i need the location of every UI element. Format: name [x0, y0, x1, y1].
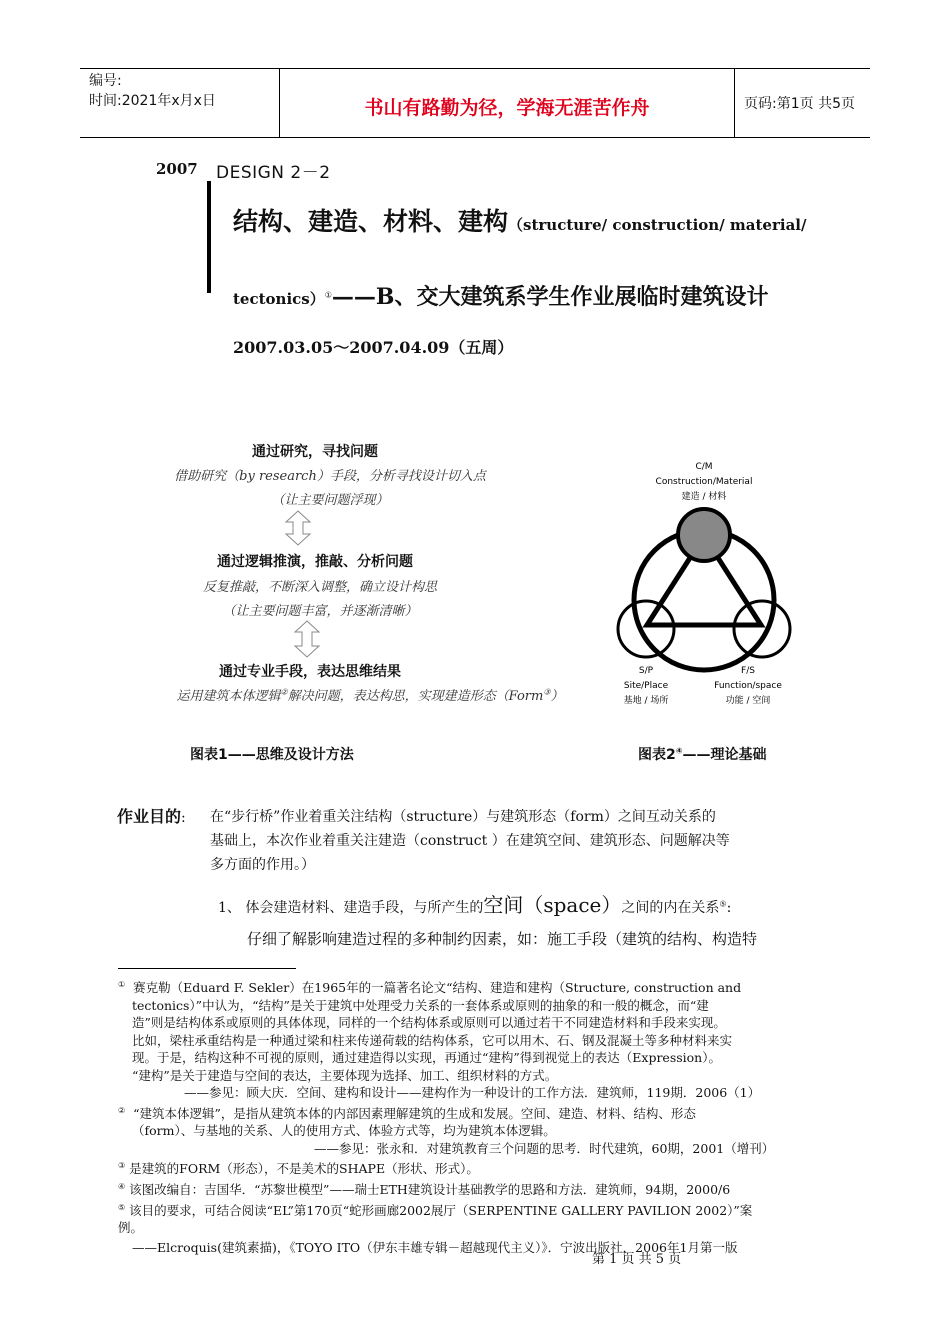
footnotes [118, 976, 833, 1256]
page-footer: 第 1 页 共 5 页 [592, 1252, 682, 1267]
fn1-line3: 造”则是结构体系或原则的具体体现，同样的一个结构体系或原则可以通过若干不同建造材料和手段来实现。 [132, 1015, 726, 1031]
diagram-node-top [678, 509, 730, 561]
motto: 书山有路勤为径，学海无涯苦作舟 [364, 97, 650, 119]
fn3-mark: ③ [118, 1161, 126, 1171]
diagram-left-en: Site/Place [623, 681, 669, 691]
fn2-line1: “建筑本体逻辑”，是指从建筑本体的内部因素理解建筑的生成和发展。空间、建造、材料、结构、形态 [133, 1105, 696, 1121]
title-main-en: （structure/ construction/ material/ [508, 216, 807, 234]
fn5-line2: 例。 [118, 1220, 144, 1236]
footnote-2 [118, 1102, 833, 1123]
step1-line2: （让主要问题浮现） [271, 493, 389, 508]
footnote-5 [118, 1199, 833, 1220]
step1-line1: 借助研究（by research）手段，分析寻找设计切入点 [174, 469, 486, 484]
purpose-paragraph [210, 805, 730, 877]
step3-line1 [150, 685, 590, 704]
step3-sup1: ② [280, 687, 288, 697]
item1-text-a: 1、 体会建造材料、建造手段，与所产生的 [218, 900, 484, 916]
fn3-text: 是建筑的FORM（形态），不是美术的SHAPE（形状、形式）。 [129, 1161, 479, 1177]
title-line2-rest: ——B、交大建筑系学生作业展临时建筑设计 [331, 284, 769, 310]
fn1-mark: ① [118, 980, 126, 989]
fn5-line1: 该目的要求，可结合阅读“EL”第170页“蛇形画廊2002展厅（SERPENTINE GALLERY PAVILION 2002）”案 [129, 1202, 753, 1218]
double-arrow-1-icon [283, 510, 313, 546]
fn5-ref: ——Elcroquis(建筑素描)，《TOYO ITO（伊东丰雄专辑－超越现代主义）》．宁波出版社，2006年1月第一版 [132, 1239, 738, 1255]
title-line2 [233, 280, 769, 311]
header-left-cell [80, 69, 280, 137]
item1-space: 空间（space） [483, 893, 622, 917]
fn1-line6: “建构”是关于建造与空间的表达，主要体现为选择、加工、组织材料的方式。 [132, 1067, 558, 1083]
purpose-line3: 多方面的作用。） [210, 857, 315, 873]
purpose-label: 作业目的 [117, 807, 182, 826]
step2-title: 通过逻辑推演，推敲、分析问题 [217, 554, 413, 570]
number-label: 编号: [89, 73, 122, 89]
step3-text-a: 运用建筑本体逻辑 [176, 689, 281, 704]
item1-continuation: 仔细了解影响建造过程的多种制约因素，如：施工手段（建筑的结构、构造特 [247, 930, 758, 948]
title-design: DESIGN 2－2 [216, 163, 331, 183]
item1-text-c: : [726, 900, 732, 916]
footnote-separator [118, 968, 296, 969]
step2-line1: 反复推敲，不断深入调整，确立设计构思 [202, 580, 437, 595]
footnote-1 [118, 976, 833, 997]
purpose-line1: 在“步行桥”作业着重关注结构（structure）与建筑形态（form）之间互动关系的 [210, 809, 716, 825]
diagram-node-right [734, 601, 790, 657]
header-table [80, 68, 870, 138]
diagram-top-cn: 建造 / 材料 [681, 492, 727, 502]
diagram-right-cn: 功能 / 空间 [725, 696, 771, 706]
fn1-line2: tectonics）”中认为，“结构”是关于建筑中处理受力关系的一套体系或原则的抽象的和一般的概念，而“建 [132, 997, 709, 1013]
diagram-left-code: S/P [638, 666, 654, 676]
title-main-cn: 结构、建造、材料、建构 [233, 207, 509, 236]
fig2-caption-a: 图表2 [638, 747, 676, 763]
diagram-right-code: F/S [741, 666, 755, 676]
fn2-ref: ——参见：张永和．对建筑教育三个问题的思考．时代建筑，60期，2001（增刊） [314, 1140, 775, 1156]
fn1-line5: 现。于是，结构这种不可视的原则，通过建造得以实现，再通过“建构”得到视觉上的表达（Expression）。 [132, 1050, 721, 1066]
purpose-line2: 基础上，本次作业着重关注建造（construct ）在建筑空间、建筑形态、问题解决等 [210, 833, 730, 849]
step3-sup2: ③ [543, 687, 551, 697]
footnote-3 [118, 1157, 833, 1178]
fig2-caption [638, 744, 767, 764]
step3-title: 通过专业手段，表达思维结果 [219, 664, 401, 680]
fn4-mark: ④ [118, 1181, 126, 1191]
fig2-caption-sup: ④ [675, 746, 683, 756]
purpose-item1 [218, 889, 731, 918]
header-center-cell [280, 69, 735, 137]
date-label: 时间:2021年x月x日 [89, 93, 216, 109]
fn1-line4: 比如，梁柱承重结构是一种通过梁和柱来传递荷载的结构体系，它可以用木、石、钢及混凝土等多种材料来实 [132, 1032, 733, 1048]
title-line2-en: tectonics） [233, 290, 325, 308]
fn5-mark: ⑤ [118, 1202, 126, 1212]
item1-text-b: 之间的内在关系 [621, 900, 720, 916]
item1-sup: ⑤ [719, 899, 727, 909]
title-line1 [233, 202, 806, 238]
diagram-right-en: Function/space [714, 681, 782, 691]
diagram-top-en: Construction/Material [655, 477, 753, 487]
purpose-label-wrap [117, 804, 186, 827]
footnote-4 [118, 1178, 833, 1199]
step3-text-b: 解决问题，表达构思，实现建造形态（Form [287, 689, 544, 704]
step2-line2: （让主要问题丰富，并逐渐清晰） [222, 604, 418, 619]
double-arrow-2-icon [292, 620, 322, 658]
title-dates: 2007.03.05～2007.04.09（五周） [233, 338, 514, 357]
fig1-caption: 图表1——思维及设计方法 [190, 747, 354, 763]
diagram-left-cn: 基地 / 场所 [623, 696, 669, 706]
title-year: 2007 [156, 160, 198, 178]
purpose-colon: : [181, 810, 186, 826]
fn1-ref: ——参见：顾大庆．空间、建构和设计——建构作为一种设计的工作方法．建筑师，119期．2006（1） [184, 1085, 761, 1101]
fn4-text: 该图改编自：吉国华．“苏黎世模型”——瑞士ETH建筑设计基础教学的思路和方法．建筑师，94期，2000/6 [129, 1182, 731, 1198]
title-sup: ① [324, 290, 332, 300]
page-label: 页码:第1页 共5页 [744, 96, 855, 112]
step1-title: 通过研究，寻找问题 [252, 444, 378, 460]
theory-diagram [610, 455, 800, 715]
diagram-top-code: C/M [695, 462, 713, 472]
title-bar [207, 181, 211, 293]
fn1-line1: 赛克勒（Eduard F. Sekler）在1965年的一篇著名论文“结构、建造和建构（Structure, construction and [133, 980, 742, 996]
fig2-caption-b: ——理论基础 [682, 747, 767, 763]
fn2-line2: （form）、与基地的关系、人的使用方式、体验方式等，均为建筑本体逻辑。 [132, 1123, 556, 1139]
diagram-node-left [618, 601, 674, 657]
fn2-mark: ② [118, 1105, 126, 1115]
step3-text-c: ） [550, 689, 564, 704]
